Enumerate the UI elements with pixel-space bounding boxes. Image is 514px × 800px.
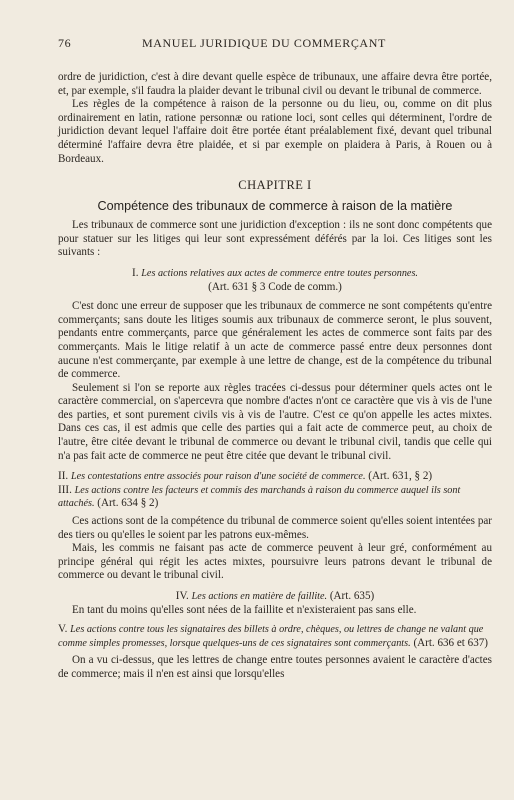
section-paragraph: On a vu ci-dessus, que les lettres de change entre toutes personnes avaient le caractère d'actes de commerce; mais il n'en est ainsi que lorsqu'elles xyxy=(58,654,492,680)
section-heading xyxy=(58,590,492,604)
section-heading xyxy=(58,470,492,484)
page-header xyxy=(58,36,492,51)
section-heading xyxy=(58,267,492,281)
section-title: Les actions en matière de faillite. xyxy=(191,591,328,602)
section-title: Les actions contre les facteurs et commis des marchands à raison du commerce auquel ils sont attachés. xyxy=(58,484,461,510)
running-title: MANUEL JURIDIQUE DU COMMERÇANT xyxy=(142,36,386,50)
chapter-title: Compétence des tribunaux de commerce à raison de la matière xyxy=(97,199,453,214)
section-heading xyxy=(58,623,492,650)
section-number: II. xyxy=(58,470,69,483)
section-title: Les actions relatives aux actes de commerce entre toutes personnes. xyxy=(141,267,418,279)
section-reference: (Art. 635) xyxy=(329,590,375,602)
intro-paragraph-1: ordre de juridiction, c'est à dire devant quelle espèce de tribunaux, une affaire devra être portée, et, par exemple, s'il faudra la plaider devant le tribunal civil ou devant le tribunal de commerce. xyxy=(58,71,492,97)
chapter-intro: Les tribunaux de commerce sont une juridiction d'exception : ils ne sont donc compétents que pour statuer sur les litiges qui leur sont expressément déférés par la loi. Ces litiges sont les suivants : xyxy=(58,219,492,259)
section-heading xyxy=(58,484,492,511)
section-paragraph: En tant du moins qu'elles sont nées de la faillite et n'existeraient pas sans elle. xyxy=(72,603,417,616)
section-reference: (Art. 631, § 2) xyxy=(368,470,433,483)
section-paragraph: Ces actions sont de la compétence du tribunal de commerce soient qu'elles soient intentées par des tiers ou qu'elles le soient par les patrons eux-mêmes. xyxy=(58,515,492,541)
section-number: I. xyxy=(132,266,139,279)
page-number: 76 xyxy=(58,36,72,50)
section-reference: (Art. 631 § 3 Code de comm.) xyxy=(208,280,342,293)
section-number: III. xyxy=(58,483,72,496)
section-paragraph: Seulement si l'on se reporte aux règles tracées ci-dessus pour déterminer quels actes ont le caractère commercial, on s'apercevra que nombre d'actes n'ont ce caractère que vis à vis de l'une des parties, et sont purement civils vis à vis de l'autre. C'est ce qu'on appelle les actes mixtes. Dans ces cas, il est admis que celle des parties qui a fait acte de commerce peut, au choix de l'autre, être citée devant le tribunal de commerce ou devant le tribunal civil, tandis que celle qui n'a pas fait acte de commerce ne peut être citée que devant le tribunal civil. xyxy=(58,381,492,462)
section-number: V. xyxy=(58,623,68,636)
section-paragraph: Mais, les commis ne faisant pas acte de commerce peuvent à leur gré, conformément au principe général qui régit les actes mixtes, poursuivre leurs patrons devant le tribunal de commerce ou devant le tribunal civil. xyxy=(58,542,492,582)
section-title: Les actions contre tous les signataires des billets à ordre, chèques, ou lettres de change ne valant que comme simples promesses, lorsque quelques-uns de ces signataires sont commerçants. xyxy=(58,624,484,649)
section-reference: (Art. 636 et 637) xyxy=(413,636,488,649)
section-number: IV. xyxy=(175,590,189,602)
chapter-label: CHAPITRE I xyxy=(238,178,312,193)
section-reference: (Art. 634 § 2) xyxy=(97,497,159,510)
intro-paragraph-2: Les règles de la compétence à raison de la personne ou du lieu, ou, comme on dit plus ordinairement en latin, ratione personnæ ou ratione loci, sont celles qui déterminent, l'ordre de juridiction devant lequel l'affaire doit être portée étant préalablement fixé, devant quel tribunal déterminé l'affaire devra être plaidée, et si par exemple on plaidera à Paris, à Rouen ou à Bordeaux. xyxy=(58,98,492,165)
section-paragraph: C'est donc une erreur de supposer que les tribunaux de commerce ne sont compétents qu'entre commerçants; sans doute les litiges soumis aux tribunaux de commerce seront, le plus souvent, pendants entre commerçants, parce que généralement les actes de commerce sont faits par des commerçants. Mais le litige relatif à un acte de commerce passé entre deux personnes dont aucune n'est commerçante, par exemple à une lettre de change, est de la compétence du tribunal de commerce. xyxy=(58,300,492,381)
section-title: Les contestations entre associés pour raison d'une société de commerce. xyxy=(70,471,366,483)
